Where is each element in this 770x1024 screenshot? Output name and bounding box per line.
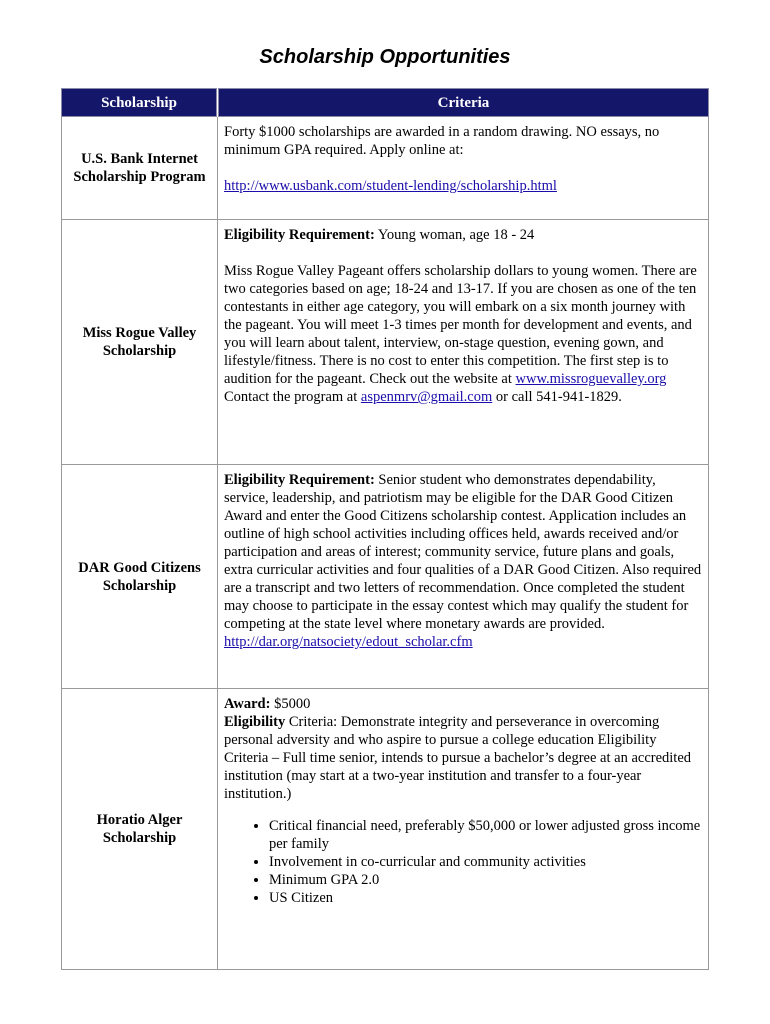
scholarship-name: U.S. Bank Internet Scholarship Program [62, 117, 218, 219]
eligibility-text: Criteria: Demonstrate integrity and perseverance in overcoming personal adversity and who aspire to pursue a college education Eligibility Criteria – Full time senior, intends to pursue a bachelor’s degree at an accredited institution (may start at a two-year institution and transfer to a four-year institution.) [224, 714, 692, 802]
scholarship-name: Horatio Alger Scholarship [62, 689, 218, 969]
scholarship-name: DAR Good Citizens Scholarship [62, 465, 218, 688]
table-row-horatio-alger [61, 689, 709, 970]
criteria-cell [219, 689, 708, 907]
scholarship-link[interactable]: http://www.usbank.com/student-lending/scholarship.html [224, 178, 557, 194]
scholarship-link[interactable]: http://dar.org/natsociety/edout_scholar.cfm [224, 634, 473, 650]
criteria-text: Forty $1000 scholarships are awarded in a random drawing. NO essays, no minimum GPA required. Apply online at: [224, 124, 660, 158]
list-item: • US Citizen [269, 889, 704, 907]
column-header-scholarship: Scholarship [61, 88, 217, 117]
page-title: Scholarship Opportunities [259, 46, 511, 68]
column-header-criteria: Criteria [218, 88, 709, 117]
criteria-cell [219, 117, 708, 195]
table-row-dar [61, 465, 709, 689]
phone-text: or call 541-941-1829. [492, 389, 622, 405]
scholarship-name: Miss Rogue Valley Scholarship [62, 220, 218, 464]
email-link[interactable]: aspenmrv@gmail.com [360, 389, 493, 405]
eligibility-label: Eligibility Requirement: [224, 472, 375, 488]
eligibility-label: Eligibility [224, 714, 286, 730]
table-row-miss-rogue-valley [61, 220, 709, 465]
eligibility-text: Young woman, age 18 - 24 [374, 227, 535, 243]
list-item: • Minimum GPA 2.0 [269, 871, 704, 889]
website-link[interactable]: www.missroguevalley.org [515, 371, 667, 387]
award-value: $5000 [270, 696, 311, 712]
criteria-cell [219, 465, 708, 651]
requirements-list [224, 817, 704, 907]
criteria-cell [219, 220, 708, 406]
eligibility-label: Eligibility Requirement: [224, 227, 375, 243]
contact-text: Contact the program at [224, 389, 358, 405]
list-item: • Involvement in co-curricular and community activities [269, 853, 704, 871]
eligibility-text: Senior student who demonstrates dependability, service, leadership, and patriotism may be eligible for the DAR Good Citizen Award and enter the Good Citizens scholarship contest. Application includes an outline of high school activities including offices held, awards received and/or participation and areas of interest; community service, future plans and goals, extra curricular activities and four qualities of a DAR Good Citizen. Also required are a transcript and two letters of recommendation. Once completed the student may choose to participate in the essay contest which may qualify the student for competing at the state level where monetary awards are provided. [224, 472, 702, 632]
list-item: • Critical financial need, preferably $50,000 or lower adjusted gross income per family [269, 817, 704, 853]
award-label: Award: [224, 696, 271, 712]
table-row-us-bank [61, 117, 709, 220]
criteria-body: Miss Rogue Valley Pageant offers scholarship dollars to young women. There are two categories based on age; 18-24 and 13-17. If you are chosen as one of the ten contestants in either age category, you will embark on a six month journey with the pageant. You will meet 1-3 times per month for development and events, and you will learn about talent, interview, on-stage question, evening gown, and lifestyle/fitness. There is no cost to enter this competition. The first step is to audition for the pageant. Check out the website at [224, 263, 697, 387]
